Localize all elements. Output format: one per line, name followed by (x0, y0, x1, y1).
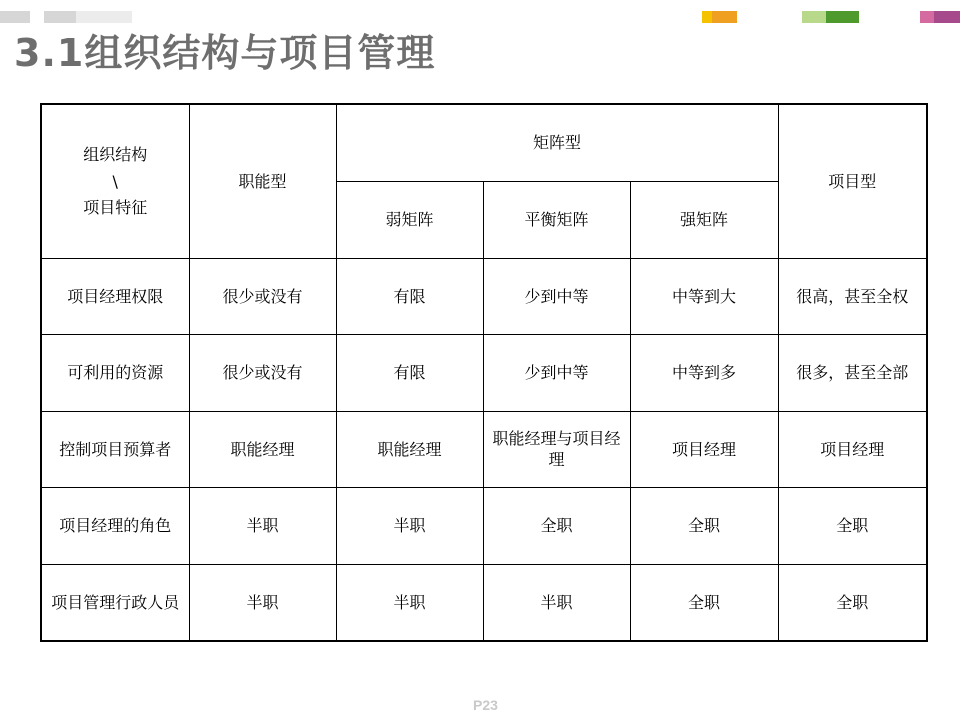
table-cell: 半职 (483, 564, 630, 641)
table-cell: 全职 (630, 564, 778, 641)
row-label: 控制项目预算者 (41, 411, 189, 487)
table-cell: 有限 (336, 258, 483, 334)
table-cell: 半职 (189, 487, 336, 564)
table-cell: 很多，甚至全部 (778, 334, 927, 411)
table-row (41, 334, 927, 411)
table-cell: 很少或没有 (189, 258, 336, 334)
comparison-table-container (40, 103, 926, 640)
table-cell: 项目经理 (630, 411, 778, 487)
header-strong-matrix: 强矩阵 (630, 181, 778, 258)
table-cell: 全职 (778, 487, 927, 564)
table-cell: 全职 (483, 487, 630, 564)
row-label: 项目管理行政人员 (41, 564, 189, 641)
decor-bar-orange (712, 11, 737, 23)
table-row (41, 258, 927, 334)
header-row-1 (41, 104, 927, 181)
table-cell: 很高，甚至全权 (778, 258, 927, 334)
table-cell: 职能经理 (189, 411, 336, 487)
corner-line-structure: 组织结构 (83, 145, 148, 165)
table-cell: 半职 (336, 487, 483, 564)
corner-line-backslash: \ (112, 172, 118, 192)
table-cell: 全职 (630, 487, 778, 564)
table-cell: 半职 (189, 564, 336, 641)
table-cell: 有限 (336, 334, 483, 411)
corner-header-cell (41, 104, 189, 258)
decor-bar-green-light (802, 11, 826, 23)
row-label: 项目经理权限 (41, 258, 189, 334)
header-projectized: 项目型 (778, 104, 927, 258)
table-cell: 全职 (778, 564, 927, 641)
table-row (41, 487, 927, 564)
table-cell: 职能经理 (336, 411, 483, 487)
header-weak-matrix: 弱矩阵 (336, 181, 483, 258)
decor-bar-pink (920, 11, 934, 23)
table-cell: 中等到多 (630, 334, 778, 411)
corner-line-feature: 项目特征 (83, 198, 148, 218)
organization-structure-table (40, 103, 928, 642)
table-cell: 很少或没有 (189, 334, 336, 411)
table-row (41, 564, 927, 641)
page-number: P23 (473, 697, 498, 713)
slide-title: 3.1组织结构与项目管理 (14, 31, 436, 75)
table-cell: 职能经理与项目经理 (483, 411, 630, 487)
decor-bar-green-dark (826, 11, 859, 23)
row-label: 项目经理的角色 (41, 487, 189, 564)
table-cell: 少到中等 (483, 258, 630, 334)
header-matrix: 矩阵型 (336, 104, 778, 181)
decor-bar-purple (934, 11, 960, 23)
table-cell: 中等到大 (630, 258, 778, 334)
table-row (41, 411, 927, 487)
table-cell: 少到中等 (483, 334, 630, 411)
row-label: 可利用的资源 (41, 334, 189, 411)
table-cell: 项目经理 (778, 411, 927, 487)
table-cell: 半职 (336, 564, 483, 641)
header-balanced-matrix: 平衡矩阵 (483, 181, 630, 258)
header-functional: 职能型 (189, 104, 336, 258)
decor-bar-yellow (702, 11, 712, 23)
